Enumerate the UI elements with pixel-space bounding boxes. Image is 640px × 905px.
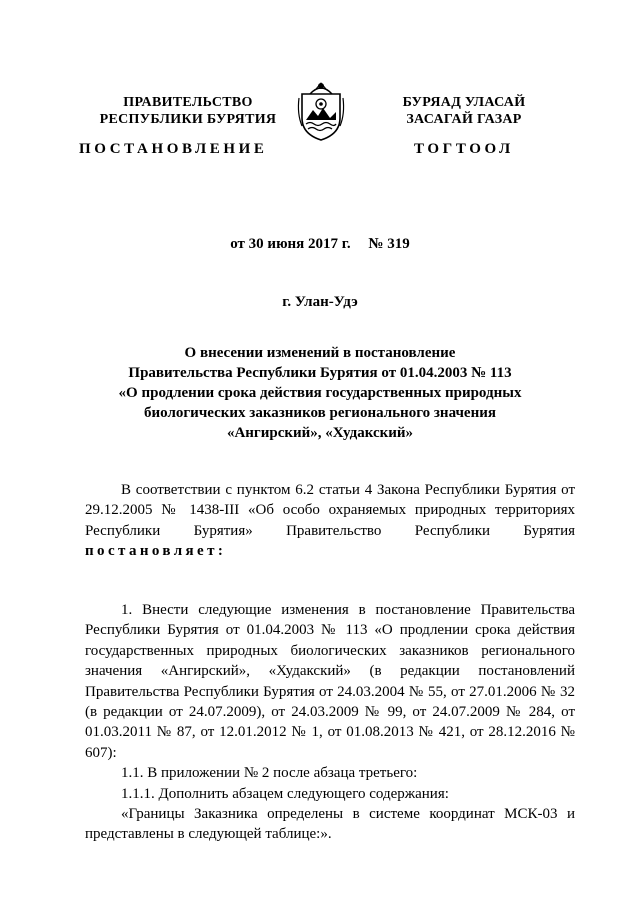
- document-title: [0, 343, 640, 443]
- preamble-text: В соответствии с пунктом 6.2 статьи 4 Закона Республики Бурятия от 29.12.2005 № 1438-III «Об особо охраняемых природных территориях Республики Бурятия» Правительство Республики Бурятия: [85, 482, 575, 539]
- issuer-left-line-2: РЕСПУБЛИКИ БУРЯТИЯ: [99, 112, 277, 127]
- issuer-right: [374, 94, 554, 128]
- doctype-left: ПОСТАНОВЛЕНИЕ: [79, 141, 268, 157]
- clauses: [85, 600, 575, 845]
- date-number-line: [0, 236, 640, 253]
- title-line-2: Правительства Республики Бурятия от 01.04.2003 № 113: [128, 365, 512, 381]
- title-line-4: биологических заказников регионального значения: [144, 405, 496, 421]
- document-date: от 30 июня 2017 г.: [230, 236, 351, 252]
- preamble: [85, 480, 575, 562]
- clause-1-1: 1.1. В приложении № 2 после абзаца третьего:: [121, 765, 418, 782]
- issuer-left-line-1: ПРАВИТЕЛЬСТВО: [123, 95, 253, 110]
- issuer-right-line-1: БУРЯАД УЛАСАЙ: [402, 95, 526, 110]
- issuer-left: [98, 94, 278, 128]
- doctype-right: ТОГТООЛ: [414, 141, 514, 157]
- resolve-word: постановляет:: [85, 543, 227, 560]
- coat-of-arms-icon: [296, 80, 346, 142]
- document-number: № 319: [368, 236, 410, 252]
- issuer-right-line-2: ЗАСАГАЙ ГАЗАР: [406, 112, 522, 127]
- clause-1-1-1: 1.1.1. Дополнить абзацем следующего содержания:: [121, 785, 449, 802]
- clause-quote: «Границы Заказника определены в системе координат МСК-03 и представлены в следующей таблице:».: [85, 806, 575, 843]
- clause-1: 1. Внести следующие изменения в постановление Правительства Республики Бурятия от 01.04.2003 № 113 «О продлении срока действия государственных природных биологических заказников регионального значения «Ангирский», «Худакский» (в редакции постановлений Правительства Республики Бурятия от 24.03.2004 № 55, от 27.01.2006 № 32 (в редакции от 24.07.2009), от 24.03.2009 № 99, от 24.07.2009 № 284, от 01.03.2011 № 87, от 12.01.2012 № 1, от 01.08.2013 № 421, от 28.12.2016 № 607):: [85, 602, 575, 761]
- city: г. Улан-Удэ: [282, 294, 358, 310]
- title-line-3: «О продлении срока действия государственных природных: [118, 385, 522, 401]
- title-line-1: О внесении изменений в постановление: [184, 345, 456, 361]
- title-line-5: «Ангирский», «Худакский»: [226, 425, 414, 441]
